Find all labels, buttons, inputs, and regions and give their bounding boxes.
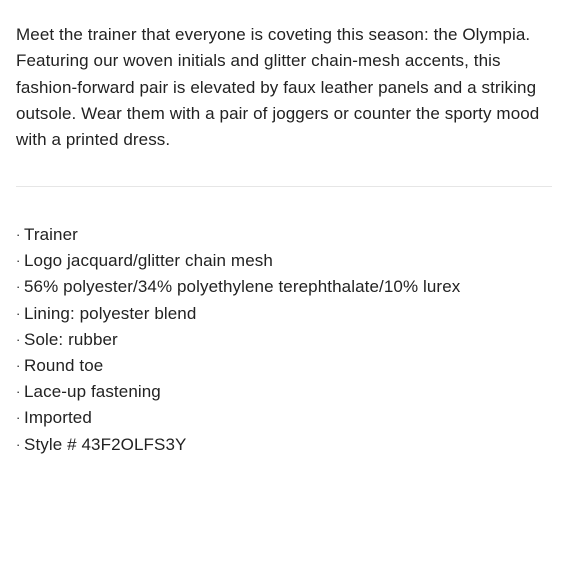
feature-text: Sole: rubber (24, 329, 118, 349)
feature-text: Lace-up fastening (24, 382, 161, 402)
feature-item (16, 353, 556, 379)
bullet-icon: · (16, 331, 21, 347)
feature-text: Logo jacquard/glitter chain mesh (24, 251, 273, 271)
feature-text: Style # 43F2OLFS3Y (24, 434, 187, 454)
feature-item (16, 405, 556, 431)
bullet-icon: · (16, 436, 21, 452)
feature-text: 56% polyester/34% polyethylene terephthalate/10% lurex (24, 277, 461, 297)
bullet-icon: · (16, 358, 21, 374)
feature-text: Trainer (24, 225, 78, 244)
feature-item (16, 327, 556, 353)
feature-item (16, 432, 556, 458)
section-divider (16, 186, 552, 187)
bullet-icon: · (16, 305, 21, 321)
feature-text: Round toe (24, 356, 104, 376)
bullet-icon: · (16, 410, 21, 426)
product-features-list (16, 222, 556, 458)
feature-item (16, 274, 556, 300)
feature-text: Lining: polyester blend (24, 303, 197, 323)
bullet-icon: · (16, 279, 21, 295)
feature-item (16, 301, 556, 327)
bullet-icon: · (16, 227, 21, 242)
bullet-icon: · (16, 384, 21, 400)
feature-item (16, 379, 556, 405)
product-description: Meet the trainer that everyone is coveting this season: the Olympia. Featuring our woven initials and glitter chain-mesh accents, this fashion-forward pair is elevated by faux leather panels and a striking outsole. Wear them with a pair of joggers or counter the sporty mood with a printed dress. (16, 25, 540, 150)
feature-item (16, 222, 556, 248)
feature-item (16, 248, 556, 274)
feature-text: Imported (24, 408, 92, 428)
bullet-icon: · (16, 253, 21, 269)
